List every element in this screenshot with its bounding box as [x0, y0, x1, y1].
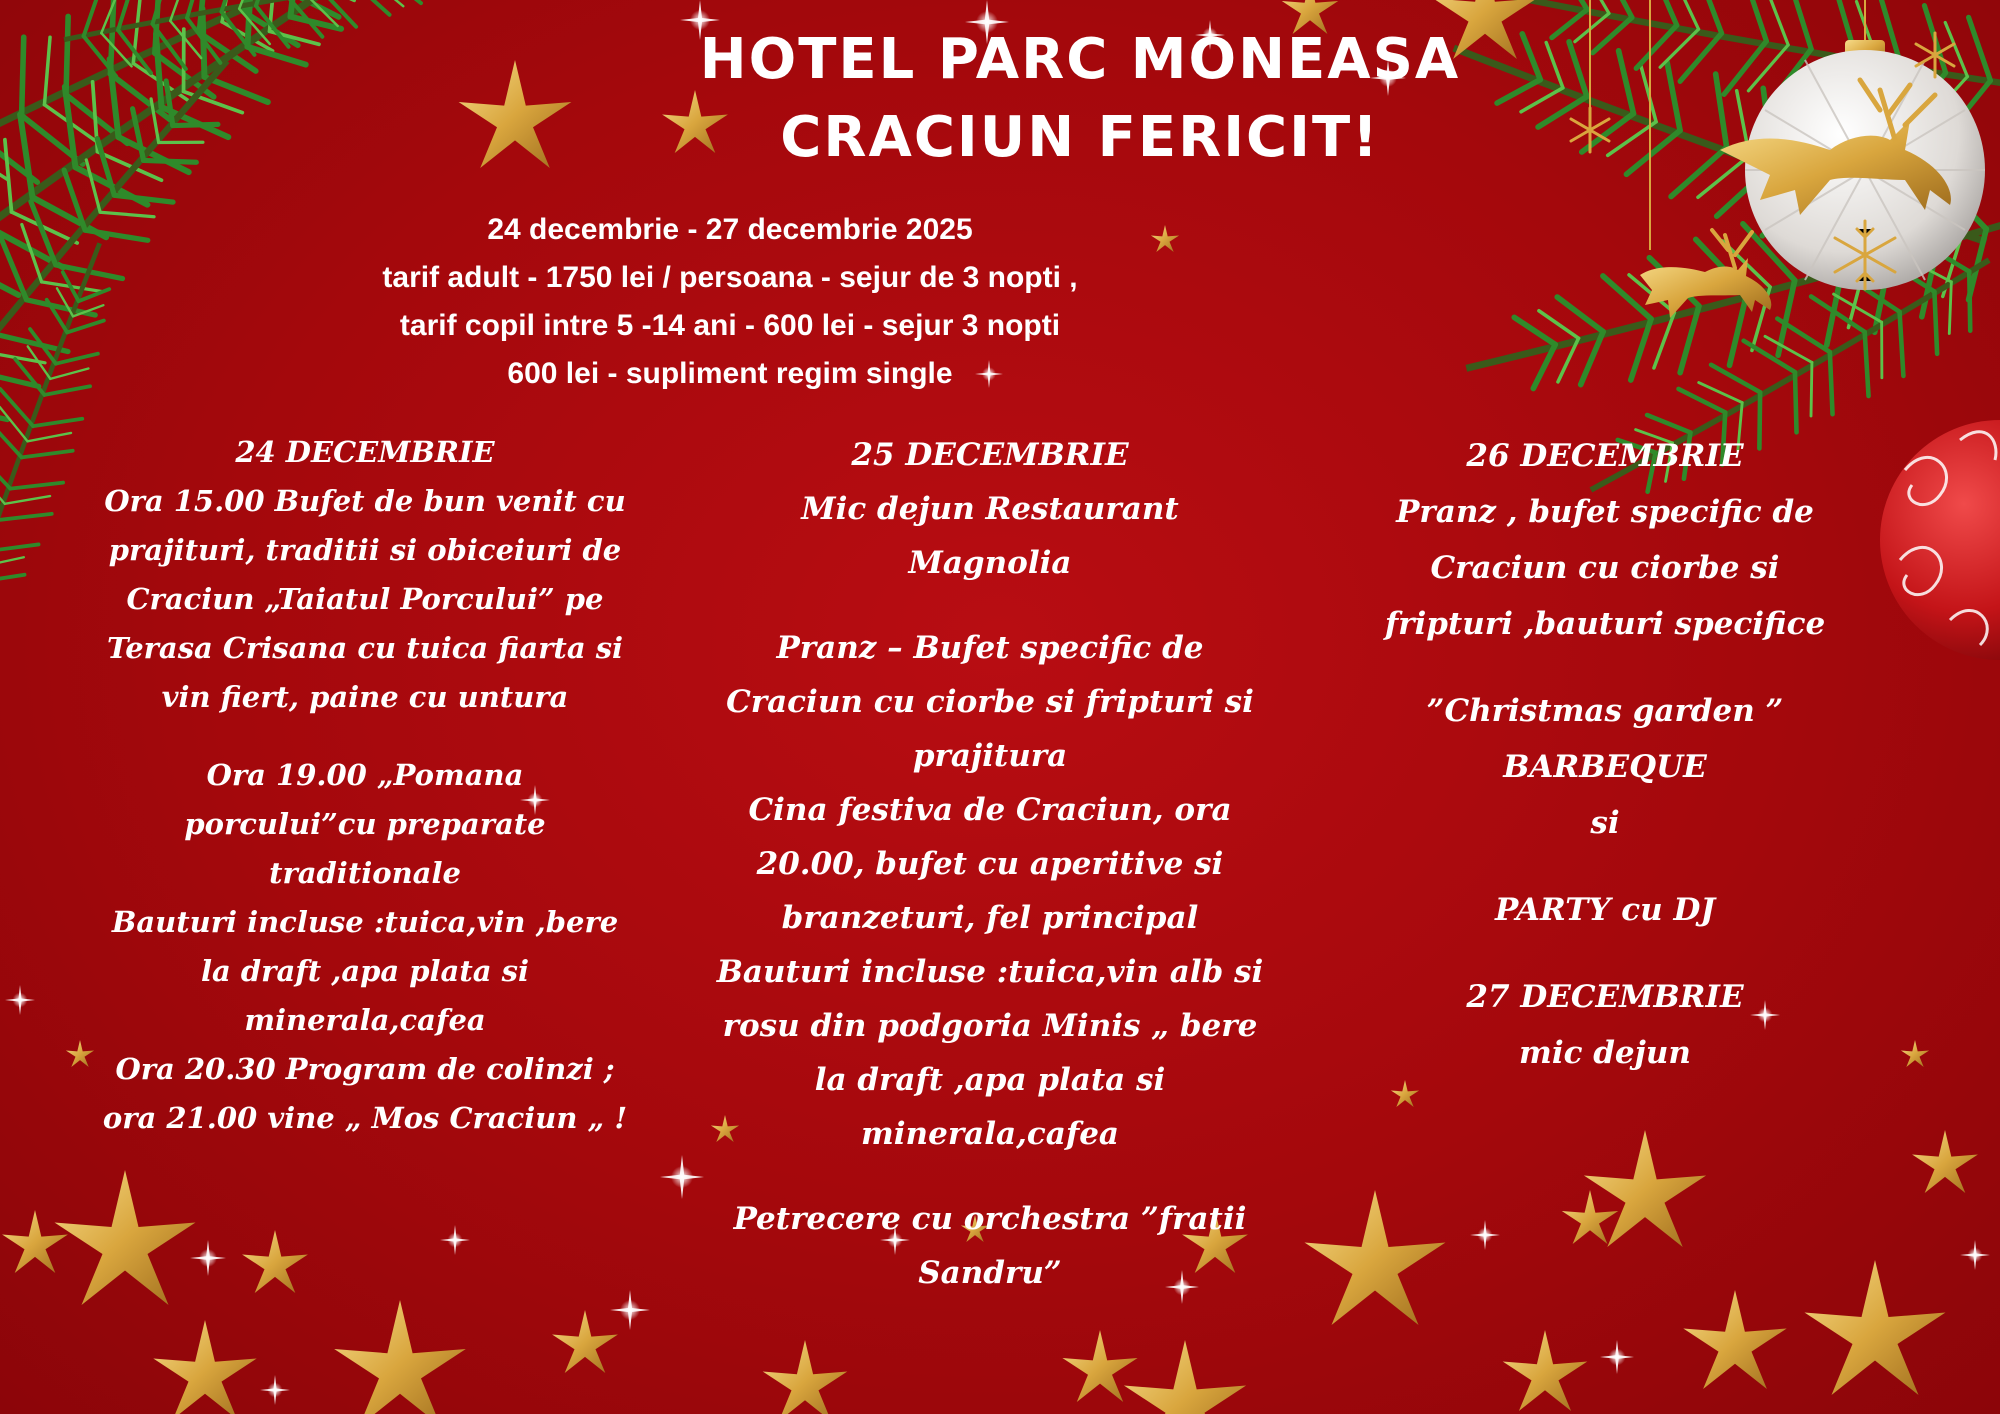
- program-day-26-27: [1340, 428, 1870, 1081]
- adult-rate: tarif adult - 1750 lei / persoana - sejur de 3 nopti ,: [382, 261, 1078, 294]
- program-line: prajituri, traditii si obiceiuri de: [108, 533, 622, 567]
- program-line: Craciun „Taiatul Porcului” pe: [126, 582, 604, 616]
- greeting-title: CRACIUN FERICIT!: [780, 105, 1380, 170]
- program-line: mic dejun: [1519, 1035, 1691, 1071]
- program-line: fripturi ,bauturi specifice: [1384, 606, 1826, 642]
- offer-summary: [230, 206, 1230, 398]
- day-heading: 24 DECEMBRIE: [235, 435, 495, 469]
- program-day-24: [60, 428, 670, 1143]
- gold-star-icon: [1683, 1290, 1786, 1389]
- program-day-25: [690, 428, 1290, 1300]
- program-line: Magnolia: [908, 545, 1072, 581]
- program-line: Terasa Crisana cu tuica fiarta si: [106, 631, 624, 665]
- program-line: minerala,cafea: [244, 1003, 486, 1037]
- program-line: ora 21.00 vine „ Mos Craciun „ !: [102, 1101, 628, 1135]
- gold-star-icon: [763, 1340, 848, 1414]
- program-line: Pranz , bufet specific de: [1396, 494, 1814, 530]
- program-line: traditionale: [269, 856, 461, 890]
- program-line: Ora 15.00 Bufet de bun venit cu: [104, 484, 626, 518]
- program-line: Mic dejun Restaurant: [801, 491, 1179, 527]
- single-supplement: 600 lei - supliment regim single: [507, 357, 953, 390]
- sparkle-icon: [260, 1375, 290, 1405]
- program-line: branzeturi, fel principal: [781, 900, 1199, 936]
- gold-star-icon: [1584, 1130, 1706, 1247]
- program-line: [1340, 652, 1870, 683]
- program-line: Craciun cu ciorbe si fripturi si: [726, 684, 1254, 720]
- child-rate: tarif copil intre 5 -14 ani - 600 lei - sejur 3 nopti: [399, 309, 1061, 342]
- program-line: Bauturi incluse :tuica,vin alb si: [716, 954, 1264, 990]
- program-line: minerala,cafea: [860, 1116, 1120, 1152]
- program-line: vin fiert, paine cu untura: [161, 680, 569, 714]
- program-line: prajitura: [912, 738, 1068, 774]
- gold-star-icon: [1562, 1190, 1618, 1244]
- program-line: porcului”cu preparate: [184, 807, 546, 841]
- program-line: Ora 19.00 „Pomana: [206, 758, 524, 792]
- gold-star-icon: [1805, 1260, 1946, 1395]
- gold-star-icon: [1912, 1130, 1978, 1193]
- red-ornament-icon: [1880, 420, 2000, 660]
- program-line: [690, 590, 1290, 621]
- stay-dates: 24 decembrie - 27 decembrie 2025: [487, 213, 973, 246]
- program-line: Pranz – Bufet specific de: [776, 630, 1204, 666]
- program-line: Ora 20.30 Program de colinzi ;: [115, 1052, 615, 1086]
- gold-star-icon: [1391, 1080, 1419, 1107]
- program-line: BARBEQUE: [1503, 749, 1707, 785]
- gold-star-icon: [153, 1320, 256, 1414]
- gold-star-icon: [1124, 1340, 1246, 1414]
- hotel-title: HOTEL PARC MONEASA: [699, 27, 1461, 92]
- gold-star-icon: [1503, 1330, 1588, 1411]
- program-line: ”Christmas garden ”: [1426, 693, 1784, 729]
- gold-star-icon: [459, 60, 572, 168]
- program-line: Sandru”: [918, 1255, 1062, 1291]
- gold-star-icon: [1062, 1330, 1137, 1402]
- gold-star-icon: [552, 1310, 618, 1373]
- program-line: la draft ,apa plata si: [814, 1062, 1166, 1098]
- sparkle-icon: [1960, 1240, 1990, 1270]
- gold-star-icon: [334, 1300, 466, 1414]
- sparkle-icon: [440, 1225, 470, 1255]
- program-line: [1340, 851, 1870, 882]
- sparkle-icon: [610, 1290, 650, 1330]
- sparkle-icon: [5, 985, 35, 1015]
- gold-star-icon: [55, 1170, 196, 1305]
- program-line: la draft ,apa plata si: [201, 954, 529, 988]
- program-line: 20.00, bufet cu aperitive si: [756, 846, 1224, 882]
- gold-star-icon: [2, 1210, 68, 1273]
- sparkle-icon: [1470, 1220, 1500, 1250]
- gold-star-icon: [1901, 1040, 1929, 1067]
- sparkle-icon: [1600, 1340, 1634, 1374]
- sparkle-icon: [190, 1240, 226, 1276]
- program-line: rosu din podgoria Minis „ bere: [722, 1008, 1258, 1044]
- program-line: PARTY cu DJ: [1494, 892, 1716, 928]
- gold-star-icon: [1305, 1190, 1446, 1325]
- program-line: [1340, 938, 1870, 969]
- program-line: Bauturi incluse :tuica,vin ,bere: [111, 905, 619, 939]
- day-heading: 26 DECEMBRIE: [1466, 438, 1744, 474]
- day-heading: 25 DECEMBRIE: [851, 437, 1129, 473]
- program-line: Petrecere cu orchestra ”fratii: [733, 1201, 1247, 1237]
- program-line: si: [1590, 805, 1620, 841]
- day-heading: 27 DECEMBRIE: [1466, 979, 1744, 1015]
- program-line: [690, 1161, 1290, 1192]
- program-line: [60, 722, 670, 751]
- program-line: Cina festiva de Craciun, ora: [748, 792, 1232, 828]
- gold-star-icon: [242, 1230, 308, 1293]
- program-line: Craciun cu ciorbe si: [1430, 550, 1780, 586]
